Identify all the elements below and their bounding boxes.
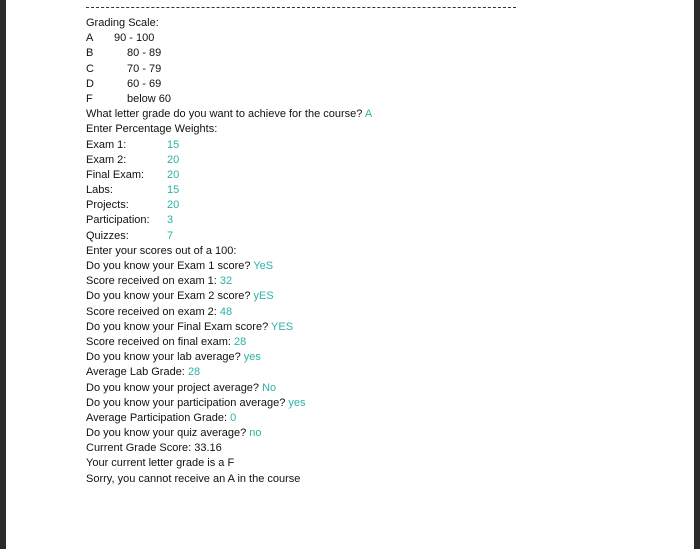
- qa-input: 28: [233, 335, 247, 348]
- current-score: Current Grade Score: 33.16: [86, 442, 222, 455]
- dashed-separator: [86, 7, 516, 8]
- weight-row: [86, 153, 546, 168]
- qa-input: no: [249, 427, 262, 440]
- right-window-edge: [694, 0, 700, 549]
- qa-input: No: [262, 381, 277, 394]
- grade-letter: A: [86, 32, 94, 45]
- weight-row: [86, 138, 546, 153]
- qa-prompt: Do you know your project average?: [86, 381, 260, 394]
- weight-label: Participation:: [86, 214, 150, 227]
- qa-line: [86, 289, 546, 304]
- qa-line: [86, 381, 546, 396]
- left-window-edge: [0, 0, 6, 549]
- qa-prompt: Do you know your Exam 1 score?: [86, 260, 251, 272]
- qa-line: [86, 411, 546, 426]
- weight-row: [86, 183, 546, 198]
- grade-range: 90 - 100: [114, 32, 155, 45]
- weight-value: 20: [167, 153, 180, 166]
- grade-range: below 60: [127, 92, 172, 105]
- qa-line: [86, 365, 546, 380]
- grading-scale-title: Grading Scale:: [86, 17, 159, 29]
- qa-input: 0: [230, 411, 237, 424]
- target-grade-prompt: What letter grade do you want to achieve for the course?: [86, 108, 363, 121]
- qa-prompt: Score received on final exam:: [86, 335, 231, 348]
- qa-line: [86, 259, 546, 274]
- weight-row: [86, 198, 546, 213]
- qa-line: [86, 305, 546, 320]
- qa-input: YES: [271, 320, 294, 333]
- qa-line: [86, 426, 546, 441]
- grade-letter: C: [86, 62, 94, 75]
- qa-input: YeS: [253, 260, 274, 272]
- weight-value: 3: [167, 214, 174, 227]
- grade-row: [86, 77, 546, 92]
- qa-prompt: Do you know your Final Exam score?: [86, 320, 269, 333]
- weight-value: 7: [167, 229, 174, 242]
- weight-label: Final Exam:: [86, 168, 145, 181]
- qa-prompt: Average Participation Grade:: [86, 411, 228, 424]
- qa-prompt: Do you know your lab average?: [86, 351, 241, 364]
- qa-line: [86, 335, 546, 350]
- grade-range: 80 - 89: [127, 47, 162, 60]
- target-grade-line: [86, 107, 546, 122]
- qa-input: 48: [219, 305, 233, 318]
- weight-value: 20: [167, 168, 180, 181]
- qa-line: [86, 350, 546, 365]
- grade-row: [86, 31, 546, 46]
- grade-range: 60 - 69: [127, 77, 162, 90]
- grade-range: 70 - 79: [127, 62, 162, 75]
- weight-label: Exam 1:: [86, 138, 127, 151]
- target-grade-input: A: [364, 108, 373, 121]
- letter-grade-result: Your current letter grade is a F: [86, 457, 235, 470]
- qa-prompt: Do you know your Exam 2 score?: [86, 290, 251, 303]
- qa-input: yes: [243, 351, 261, 364]
- qa-input: yES: [253, 290, 274, 303]
- grade-row: [86, 46, 546, 61]
- weight-value: 20: [167, 199, 180, 212]
- grade-row: [86, 92, 546, 107]
- weight-label: Labs:: [86, 184, 113, 197]
- qa-input: 28: [187, 366, 201, 379]
- grade-row: [86, 62, 546, 77]
- qa-line: [86, 396, 546, 411]
- weight-row: [86, 168, 546, 183]
- qa-prompt: Do you know your quiz average?: [86, 427, 247, 440]
- weight-value: 15: [167, 138, 180, 151]
- weights-title: Enter Percentage Weights:: [86, 123, 218, 136]
- grade-letter: F: [86, 92, 93, 105]
- qa-prompt: Score received on exam 1:: [86, 275, 217, 288]
- qa-prompt: Do you know your participation average?: [86, 396, 286, 409]
- weight-label: Projects:: [86, 199, 129, 212]
- grade-letter: B: [86, 47, 94, 60]
- qa-prompt: Average Lab Grade:: [86, 366, 185, 379]
- weight-label: Exam 2:: [86, 153, 127, 166]
- grade-letter: D: [86, 77, 94, 90]
- qa-line: [86, 320, 546, 335]
- qa-prompt: Score received on exam 2:: [86, 305, 217, 318]
- weight-label: Quizzes:: [86, 229, 129, 242]
- weight-row: [86, 213, 546, 228]
- scores-title: Enter your scores out of a 100:: [86, 244, 237, 257]
- weight-value: 15: [167, 184, 180, 197]
- qa-input: 32: [219, 275, 233, 288]
- weight-row: [86, 229, 546, 244]
- console-output: [86, 16, 546, 487]
- qa-input: yes: [288, 396, 306, 409]
- qa-line: [86, 274, 546, 289]
- result-message: Sorry, you cannot receive an A in the course: [86, 472, 301, 485]
